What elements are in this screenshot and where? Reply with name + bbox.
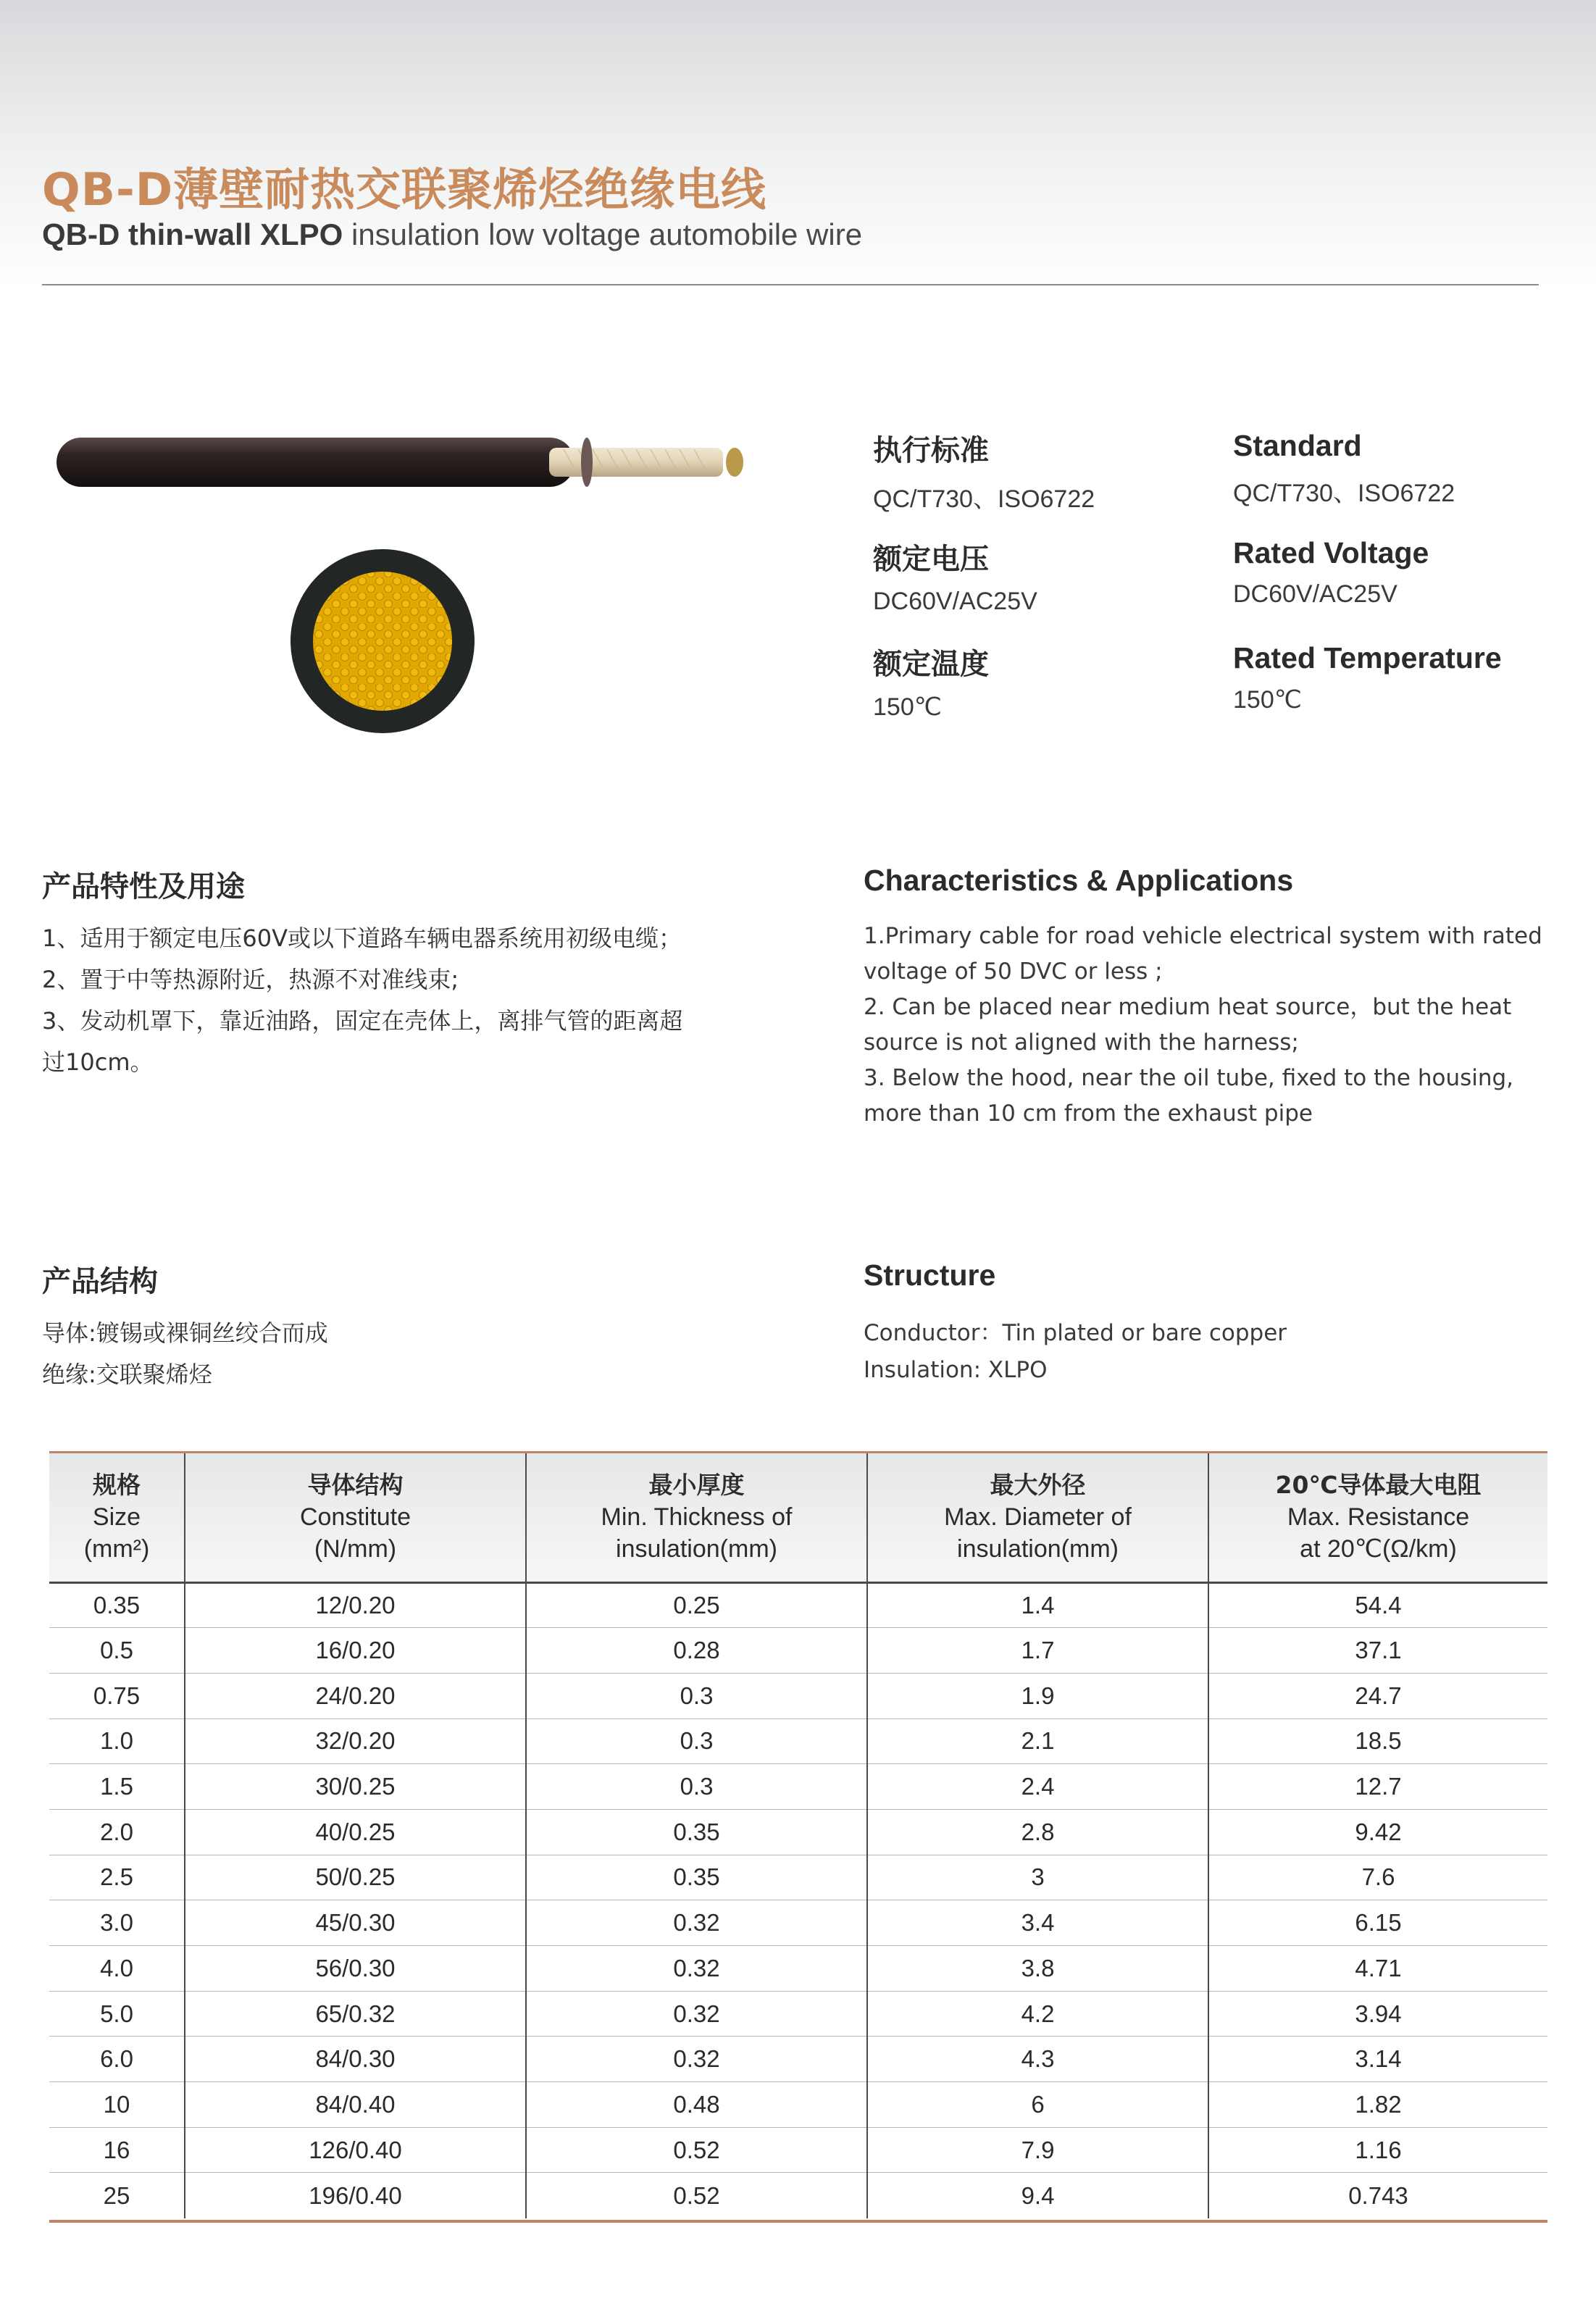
structure-heading-en: Structure [864,1258,996,1292]
wire-cross-section-illustration [288,547,477,735]
cell-constitute: 65/0.32 [185,1991,526,2037]
header-cn: 最大外径 [990,1471,1086,1500]
structure-line: Insulation: XLPO [864,1357,1048,1383]
cell-max-resistance: 18.5 [1208,1718,1547,1764]
characteristics-text-cn [42,918,682,1083]
characteristics-heading-en: Characteristics & Applications [864,864,1294,897]
cell-constitute: 196/0.40 [185,2173,526,2218]
table-row [49,2082,1547,2128]
table-row [49,1718,1547,1764]
cell-constitute: 50/0.25 [185,1855,526,1900]
cell-constitute: 24/0.20 [185,1673,526,1718]
cell-min-thickness: 0.35 [526,1809,867,1855]
cell-size: 2.0 [49,1809,185,1855]
cell-min-thickness: 0.3 [526,1673,867,1718]
table-body [49,1582,1547,2218]
characteristics-line: 过10cm。 [42,1048,154,1076]
cell-min-thickness: 0.52 [526,2127,867,2173]
header-en: Min. Thickness of [601,1503,793,1532]
spec-label: Rated Temperature [1233,641,1502,675]
cell-max-diameter: 1.4 [867,1582,1208,1628]
characteristics-line: 1.Primary cable for road vehicle electrical system with rated [864,923,1542,949]
characteristics-line: more than 10 cm from the exhaust pipe [864,1101,1313,1127]
cell-max-diameter: 4.2 [867,1991,1208,2037]
spec-voltage-en [1233,536,1429,609]
cell-size: 0.75 [49,1673,185,1718]
header-en: Max. Diameter of [944,1503,1132,1532]
cell-max-resistance: 6.15 [1208,1900,1547,1946]
characteristics-line: 2. Can be placed near medium heat source，but the heat [864,994,1512,1020]
header-max-resistance [1208,1453,1547,1582]
characteristics-heading-cn: 产品特性及用途 [42,870,245,903]
cell-max-resistance: 4.71 [1208,1946,1547,1992]
cell-max-resistance: 37.1 [1208,1628,1547,1674]
table-row [49,1673,1547,1718]
table-row [49,1855,1547,1900]
cell-constitute: 40/0.25 [185,1809,526,1855]
table-row [49,1900,1547,1946]
cell-size: 16 [49,2127,185,2173]
cell-max-resistance: 54.4 [1208,1582,1547,1628]
characteristics-line: 3. Below the hood, near the oil tube, fixed to the housing, [864,1065,1514,1091]
header-cn: 规格 [93,1471,141,1500]
table-bottom-rule [49,2220,1547,2223]
cell-min-thickness: 0.32 [526,1900,867,1946]
cell-min-thickness: 0.48 [526,2082,867,2128]
cell-size: 6.0 [49,2037,185,2082]
cell-max-diameter: 1.9 [867,1673,1208,1718]
cell-min-thickness: 0.32 [526,1946,867,1992]
cell-size: 5.0 [49,1991,185,2037]
cell-max-diameter: 1.7 [867,1628,1208,1674]
cell-min-thickness: 0.28 [526,1628,867,1674]
cell-max-diameter: 3.8 [867,1946,1208,1992]
structure-line: Conductor：Tin plated or bare copper [864,1320,1287,1346]
header-unit: (mm²) [83,1535,150,1563]
cell-max-diameter: 2.8 [867,1809,1208,1855]
header-divider [42,284,1539,285]
table-header-row [49,1453,1547,1582]
cell-min-thickness: 0.32 [526,2037,867,2082]
cell-constitute: 16/0.20 [185,1628,526,1674]
cell-max-diameter: 2.4 [867,1764,1208,1810]
spec-table [49,1453,1547,2218]
structure-text-cn [42,1313,328,1395]
cell-size: 1.5 [49,1764,185,1810]
cell-min-thickness: 0.52 [526,2173,867,2218]
characteristics-line: source is not aligned with the harness; [864,1030,1299,1056]
cell-max-diameter: 3 [867,1855,1208,1900]
structure-text-en [864,1315,1287,1389]
spec-value: QC/T730、ISO6722 [873,485,1095,513]
cell-max-resistance: 1.16 [1208,2127,1547,2173]
cell-min-thickness: 0.35 [526,1855,867,1900]
table-row [49,2173,1547,2218]
header-unit: (N/mm) [314,1535,397,1563]
structure-line: 导体:镀锡或裸铜丝绞合而成 [42,1319,328,1347]
table-row [49,1946,1547,1992]
spec-temperature-en [1233,641,1502,714]
cell-max-diameter: 9.4 [867,2173,1208,2218]
cell-constitute: 12/0.20 [185,1582,526,1628]
cell-size: 3.0 [49,1900,185,1946]
spec-standard-en [1233,429,1455,509]
table-row [49,1582,1547,1628]
page-title-en [42,217,862,252]
cell-min-thickness: 0.32 [526,1991,867,2037]
cell-constitute: 56/0.30 [185,1946,526,1992]
spec-label: 额定温度 [873,648,989,681]
wire-side-illustration [57,433,745,491]
cell-size: 0.5 [49,1628,185,1674]
title-en-bold: QB-D thin-wall XLPO [42,217,343,251]
cell-max-resistance: 3.94 [1208,1991,1547,2037]
cell-max-resistance: 24.7 [1208,1673,1547,1718]
cell-size: 25 [49,2173,185,2218]
header-cn: 最小厚度 [648,1471,745,1500]
page-title-cn: QB-D薄壁耐热交联聚烯烃绝缘电线 [42,163,767,216]
cell-max-resistance: 7.6 [1208,1855,1547,1900]
characteristics-line: 2、置于中等热源附近，热源不对准线束; [42,966,459,993]
cell-min-thickness: 0.3 [526,1718,867,1764]
cell-max-resistance: 3.14 [1208,2037,1547,2082]
cell-max-resistance: 9.42 [1208,1809,1547,1855]
cell-max-resistance: 12.7 [1208,1764,1547,1810]
table-row [49,1628,1547,1674]
cell-max-diameter: 3.4 [867,1900,1208,1946]
header-unit: insulation(mm) [616,1535,777,1563]
cell-max-resistance: 1.82 [1208,2082,1547,2128]
header-cn: 20℃导体最大电阻 [1275,1471,1482,1500]
header-min-thickness [526,1453,867,1582]
characteristics-line: voltage of 50 DVC or less ; [864,959,1163,985]
cell-constitute: 30/0.25 [185,1764,526,1810]
spec-label: Rated Voltage [1233,536,1429,569]
spec-value: 150℃ [1233,686,1302,714]
cell-constitute: 126/0.40 [185,2127,526,2173]
spec-value: DC60V/AC25V [1233,580,1397,608]
cell-size: 2.5 [49,1855,185,1900]
cell-min-thickness: 0.3 [526,1764,867,1810]
header-unit: insulation(mm) [957,1535,1119,1563]
cell-constitute: 84/0.40 [185,2082,526,2128]
cell-constitute: 32/0.20 [185,1718,526,1764]
cell-max-resistance: 0.743 [1348,2181,1408,2209]
table-row [49,1809,1547,1855]
header-en: Max. Resistance [1287,1503,1470,1532]
characteristics-line: 3、发动机罩下，靠近油路，固定在壳体上，离排气管的距离超 [42,1007,683,1035]
cell-max-diameter: 2.1 [867,1718,1208,1764]
spec-standard-cn [873,427,1095,514]
characteristics-line: 1、适用于额定电压60V或以下道路车辆电器系统用初级电缆； [42,924,682,952]
cell-max-diameter: 4.3 [867,2037,1208,2082]
header-size [49,1453,185,1582]
header-max-diameter [867,1453,1208,1582]
header-en: Constitute [299,1503,411,1532]
cell-constitute: 45/0.30 [185,1900,526,1946]
cell-constitute: 84/0.30 [185,2037,526,2082]
spec-label: Standard [1233,429,1362,462]
spec-value: DC60V/AC25V [873,588,1037,615]
structure-heading-cn: 产品结构 [42,1265,158,1298]
spec-voltage-cn [873,536,1037,616]
cell-size: 10 [49,2082,185,2128]
cell-size: 1.0 [49,1718,185,1764]
cell-min-thickness: 0.25 [526,1582,867,1628]
table-row [49,1764,1547,1810]
cell-size: 4.0 [49,1946,185,1992]
header-en: Size [92,1503,141,1532]
spec-temperature-cn [873,641,989,722]
characteristics-text-en [864,919,1542,1132]
table-row [49,2127,1547,2173]
spec-label: 执行标准 [873,434,989,467]
structure-line: 绝缘:交联聚烯烃 [42,1361,212,1388]
spec-label: 额定电压 [873,543,989,576]
cell-size: 0.35 [49,1582,185,1628]
spec-value: QC/T730、ISO6722 [1233,480,1455,507]
cell-max-diameter: 7.9 [867,2127,1208,2173]
header-cn: 导体结构 [307,1471,404,1500]
header-unit: at 20℃(Ω/km) [1300,1535,1457,1563]
table-row [49,1991,1547,2037]
title-en-rest: insulation low voltage automobile wire [343,217,863,251]
cell-max-diameter: 6 [867,2082,1208,2128]
table-row [49,2037,1547,2082]
spec-value: 150℃ [873,693,942,721]
header-constitute [185,1453,526,1582]
